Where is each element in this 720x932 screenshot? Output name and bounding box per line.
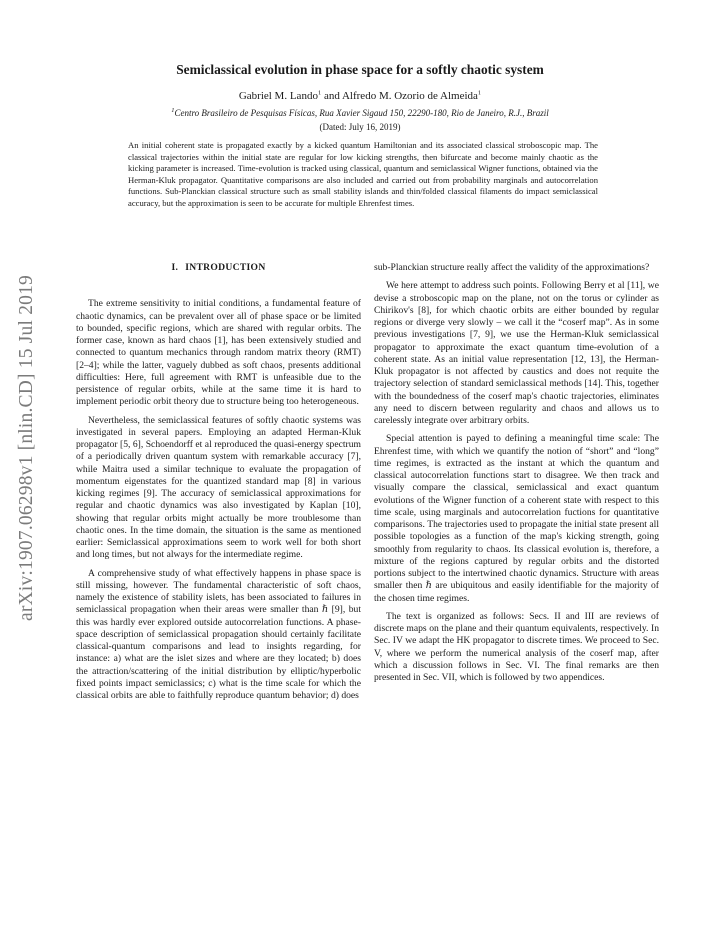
body-paragraph: We here attempt to address such points. Following Berry et al [11], we devise a stroboscopic map on the plane, not on the torus or cylinder as Chirikov's [8], for which chaotic orbits are either bounded by regular regions or diverge very slowly – we call it the “coserf map”. As in some previous investigations [7, 9], we use the Herman-Kluk semiclassical propagator to approximate the exact quantum time-evolution of a coherent state. As an initial value representation [12, 13], the Herman-Kluk propagator is not affected by caustics and does not requite the trajectory selection of standard semiclassical methods [14]. This, together with the boundedness of the coserf map's chaotic trajectories, eliminates any need to discern between regularity and chaos and allows us to carelessly integrate over arbitrary orbits. (374, 280, 659, 426)
affiliation-marker: 1 (477, 89, 482, 97)
section-title: INTRODUCTION (185, 262, 266, 273)
right-column (374, 262, 659, 690)
section-number: I. (171, 262, 179, 273)
section-heading (76, 262, 361, 274)
abstract: An initial coherent state is propagated exactly by a kicked quantum Hamiltonian and its associated classical stroboscopic map. The classical trajectories within the initial state are regular for low kicking strengths, then bifurcate and become mainly chaotic as the kicking parameter is increased. Time-evolution is tracked using classical, quantum and semiclassical Wigner functions, obtained via the Herman-Kluk propagator. Quantitative comparisons are also included and carried out from probability marginals and autocorrelation functions. Sub-Planckian classical structure such as small stability islands and thin/folded classical filaments do impact semiclassical accuracy, but the approximation is seen to be accurate for multiple Ehrenfest times. (128, 140, 598, 208)
date-line: (Dated: July 16, 2019) (319, 122, 401, 132)
author-separator: and (321, 90, 342, 102)
body-paragraph: The text is organized as follows: Secs. II and III are reviews of discrete maps on the plane and their quantum equivalents, respectively. In Sec. IV we adapt the HK propagator to discrete times. We proceed to Sec. V, where we perform the numerical analysis of the coserf map, after which a discussion follows in Sec. VI. The final remarks are then presented in Sec. VII, which is followed by two appendices. (374, 610, 659, 683)
affiliation (0, 108, 720, 118)
arxiv-identifier: arXiv:1907.06298v1 [nlin.CD] 15 Jul 2019 (16, 275, 37, 621)
affiliation-marker: 1 (317, 89, 322, 97)
body-paragraph: Special attention is payed to defining a meaningful time scale: The Ehrenfest time, with which we quantify the notion of “short” and “long” time regimes, is extracted as the instant at which the quantum and classical autocorrelation functions start to disagree. We then track and visually compare the classical, semiclassical and exact quantum evolutions of the Wigner function of a coherent state with respect to this time scale, using marginals and autocorrelation fuctions for quantitative comparisons. The trajectories used to propagate the initial state present all possible topologies as a function of the map's kicking strength, going smoothly from regularity to chaos. Its classical evolution is, therefore, a mixture of the regions captured by regular orbits and the distorted portions subject to the intertwined chaotic dynamics. Structure with areas smaller then ℏ are ubiquitous and easily identifiable for the majority of the chosen time regimes. (374, 433, 659, 604)
body-paragraph: The extreme sensitivity to initial conditions, a fundamental feature of chaotic dynamics, can be prevalent over all of phase space or be limited to bounded, specific regions, which are shared with regular orbits. The former case, known as hard chaos [1], has been extensively studied and connected to quantum mechanics through random matrix theory (RMT) [2–4]; while the latter, vaguely dubbed as soft chaos, presents additional difficulties: Here, full agreement with RMT is unfeasible due to the persistence of regular orbits, while at the same time it is hard to implement periodic orbit theory due to structure being too heterogeneous. (76, 298, 361, 408)
arxiv-sidebar (14, 248, 40, 648)
affiliation-marker: 1 (171, 107, 175, 114)
author-name: Gabriel M. Lando (238, 90, 318, 102)
body-paragraph: A comprehensive study of what effectively happens in phase space is still missing, however. The fundamental characteristic of soft chaos, namely the existence of stability islets, has been associated to failures in semiclassical propagation when their areas were smaller than ℏ [9], but this was hardly ever explored outside autocorrelation functions. A phase-space description of semiclassical propagation should certainly facilitate classical-quantum comparisons and lead to insights regarding, for instance: a) what are the islet sizes and where are they located; b) does the attraction/scattering of the initial distribution by elliptic/hyperbolic fixed points impact semiclassics; c) what is the time scale for which the classical orbits are able to faithfully reproduce quantum behavior; d) does (76, 567, 361, 701)
author-list (0, 90, 720, 102)
left-column (76, 262, 361, 708)
paper-title: Semiclassical evolution in phase space for a softly chaotic system (176, 62, 544, 77)
body-paragraph: sub-Planckian structure really affect the validity of the approximations? (374, 262, 650, 273)
body-paragraph: Nevertheless, the semiclassical features of softly chaotic systems was investigated in several papers. Employing an adapted Herman-Kluk propagator [5, 6], Schoendorff et al reproduced the quasi-energy spectrum of a periodically driven quantum system with remarkable accuracy [7], while Maitra used a similar technique to evaluate the propagation of momentum eigenstates for the quantized standard map [8] in various kicking regimes [9]. The accuracy of semiclassical approximations for regular and chaotic dynamics was also investigated by Kaplan [10], showing that regular orbits might actually be more troublesome than chaotic ones. In the time domain, the situation is the same as mentioned earlier: Semiclassical approximations seem to work well for both short and long times, but not always for the intermediate regime. (76, 414, 361, 561)
affiliation-text: Centro Brasileiro de Pesquisas Físicas, Rua Xavier Sigaud 150, 22290-180, Rio de Janeiro, R.J., Brazil (174, 108, 549, 118)
author-name: Alfredo M. Ozorio de Almeida (341, 90, 478, 102)
